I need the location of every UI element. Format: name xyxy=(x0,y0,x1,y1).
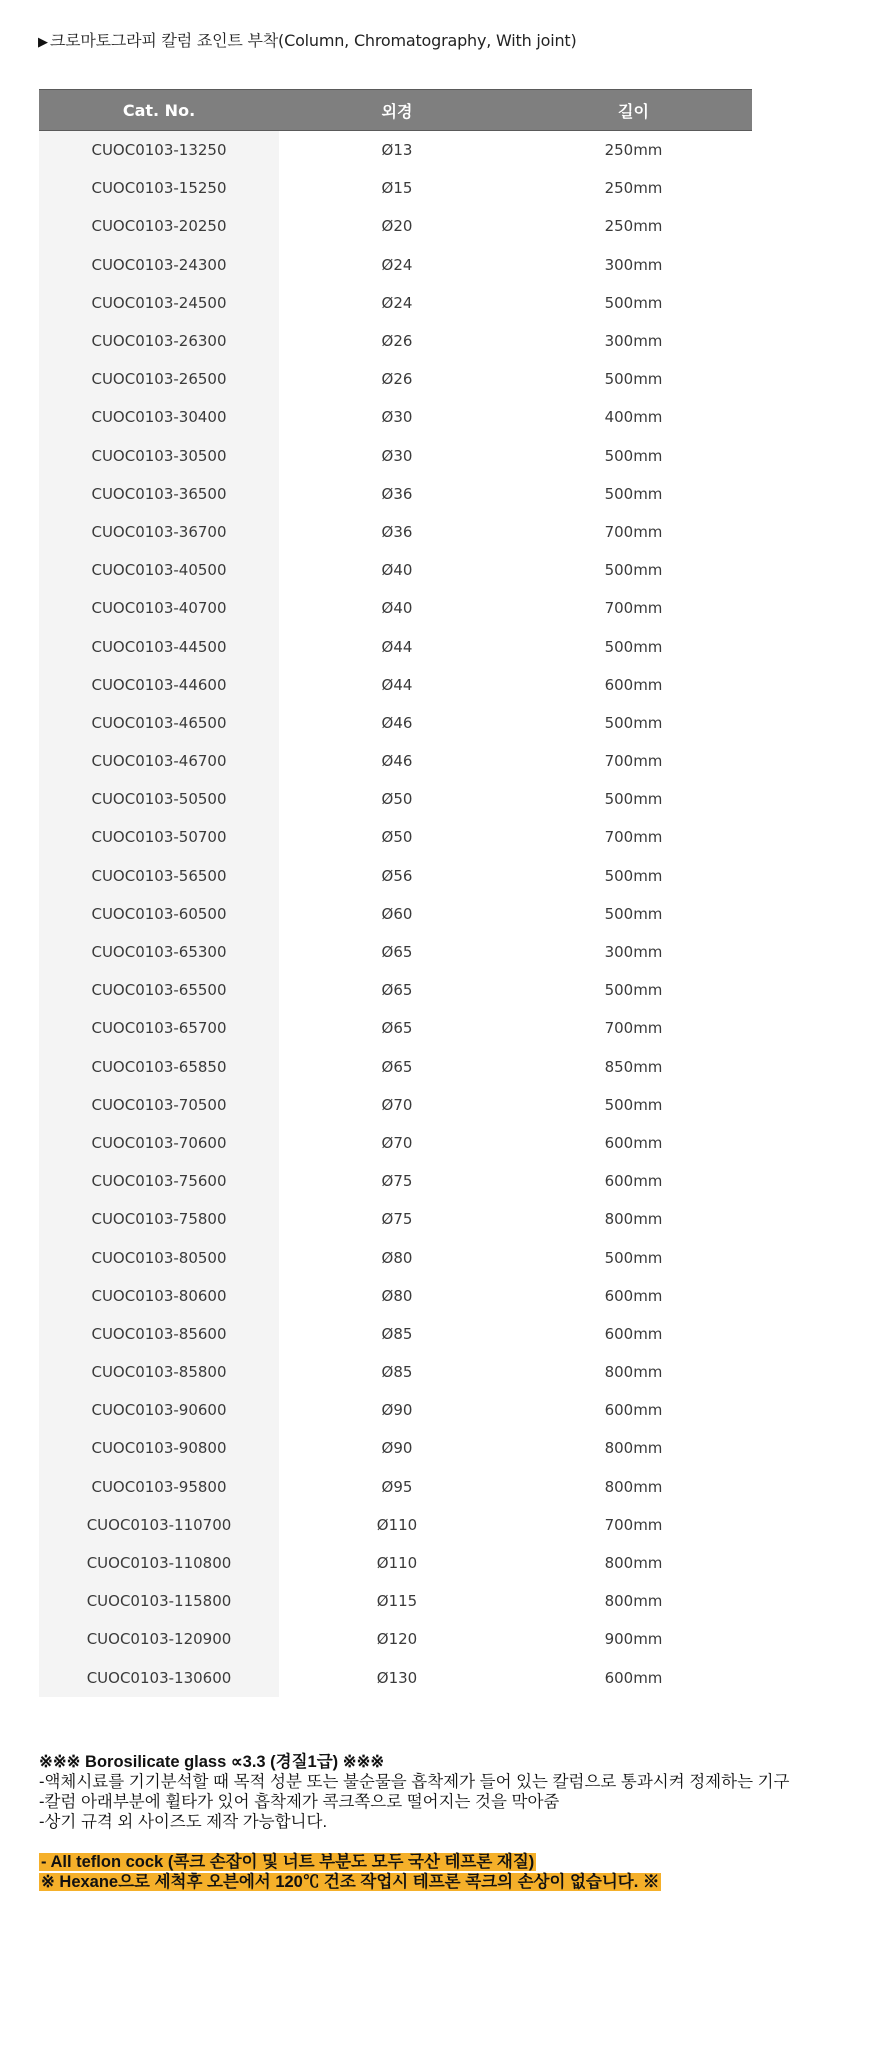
spec-table xyxy=(39,89,752,1697)
cell-length: 850mm xyxy=(604,1057,663,1076)
cell-cat-no: CUOC0103-40500 xyxy=(39,551,279,589)
cell-cat-no: CUOC0103-20250 xyxy=(39,207,279,245)
cell-length: 800mm xyxy=(604,1554,663,1573)
cell-outer-diameter: Ø40 xyxy=(381,599,413,618)
cell-cat-no: CUOC0103-65700 xyxy=(39,1009,279,1047)
cell-outer-diameter: Ø110 xyxy=(376,1515,418,1534)
cell-length: 600mm xyxy=(604,1172,663,1191)
cell-length: 600mm xyxy=(604,1324,663,1343)
cell-cat-no: CUOC0103-46700 xyxy=(39,742,279,780)
cell-cat-no: CUOC0103-30400 xyxy=(39,398,279,436)
table-row xyxy=(39,1506,752,1544)
cell-cat-no: CUOC0103-115800 xyxy=(39,1582,279,1620)
cell-length: 600mm xyxy=(604,1401,663,1420)
cell-length: 600mm xyxy=(604,1668,663,1687)
cell-outer-diameter: Ø44 xyxy=(381,675,413,694)
table-row xyxy=(39,1124,752,1162)
cell-cat-no: CUOC0103-80500 xyxy=(39,1238,279,1276)
cell-cat-no: CUOC0103-65300 xyxy=(39,933,279,971)
section-title xyxy=(38,28,577,51)
spacer xyxy=(39,1832,879,1852)
cell-outer-diameter: Ø44 xyxy=(381,637,413,656)
cell-outer-diameter: Ø65 xyxy=(381,981,413,1000)
table-row xyxy=(39,437,752,475)
cell-outer-diameter: Ø36 xyxy=(381,522,413,541)
notes-line: -칼럼 아래부분에 휠타가 있어 흡착제가 콕크쪽으로 떨어지는 것을 막아줌 xyxy=(39,1793,560,1811)
table-row xyxy=(39,169,752,207)
cell-outer-diameter: Ø50 xyxy=(381,790,413,809)
table-row xyxy=(39,1086,752,1124)
cell-outer-diameter: Ø85 xyxy=(381,1363,413,1382)
cell-length: 800mm xyxy=(604,1210,663,1229)
cell-cat-no: CUOC0103-15250 xyxy=(39,169,279,207)
table-row xyxy=(39,1162,752,1200)
notes-section xyxy=(39,1752,879,1892)
table-row xyxy=(39,551,752,589)
cell-outer-diameter: Ø115 xyxy=(376,1592,418,1611)
cell-outer-diameter: Ø24 xyxy=(381,255,413,274)
table-row xyxy=(39,742,752,780)
cell-cat-no: CUOC0103-70600 xyxy=(39,1124,279,1162)
cell-length: 400mm xyxy=(604,408,663,427)
cell-outer-diameter: Ø65 xyxy=(381,1019,413,1038)
cell-length: 800mm xyxy=(604,1477,663,1496)
table-row xyxy=(39,1620,752,1658)
triangle-bullet-icon: ▶ xyxy=(38,35,48,50)
cell-length: 800mm xyxy=(604,1592,663,1611)
cell-length: 500mm xyxy=(604,370,663,389)
cell-length: 500mm xyxy=(604,293,663,312)
cell-outer-diameter: Ø130 xyxy=(376,1668,418,1687)
table-row xyxy=(39,284,752,322)
cell-cat-no: CUOC0103-75800 xyxy=(39,1200,279,1238)
cell-outer-diameter: Ø75 xyxy=(381,1172,413,1191)
cell-length: 600mm xyxy=(604,1133,663,1152)
cell-outer-diameter: Ø36 xyxy=(381,484,413,503)
table-row xyxy=(39,666,752,704)
table-row xyxy=(39,895,752,933)
cell-outer-diameter: Ø50 xyxy=(381,828,413,847)
cell-length: 250mm xyxy=(604,141,663,160)
cell-cat-no: CUOC0103-26500 xyxy=(39,360,279,398)
cell-length: 600mm xyxy=(604,1286,663,1305)
cell-cat-no: CUOC0103-110700 xyxy=(39,1506,279,1544)
table-row xyxy=(39,513,752,551)
cell-length: 500mm xyxy=(604,446,663,465)
cell-length: 800mm xyxy=(604,1439,663,1458)
cell-outer-diameter: Ø120 xyxy=(376,1630,418,1649)
table-row xyxy=(39,1429,752,1467)
table-row xyxy=(39,971,752,1009)
cell-outer-diameter: Ø90 xyxy=(381,1401,413,1420)
cell-cat-no: CUOC0103-50500 xyxy=(39,780,279,818)
cell-length: 700mm xyxy=(604,752,663,771)
cell-outer-diameter: Ø80 xyxy=(381,1248,413,1267)
cell-outer-diameter: Ø15 xyxy=(381,179,413,198)
cell-outer-diameter: Ø30 xyxy=(381,408,413,427)
table-row xyxy=(39,627,752,665)
cell-length: 900mm xyxy=(604,1630,663,1649)
cell-cat-no: CUOC0103-80600 xyxy=(39,1277,279,1315)
highlight-teflon-cock: - All teflon cock (콕크 손잡이 및 너트 부분도 모두 국산 테프론 재질) xyxy=(41,1853,535,1871)
cell-cat-no: CUOC0103-90600 xyxy=(39,1391,279,1429)
cell-length: 800mm xyxy=(604,1363,663,1382)
cell-outer-diameter: Ø65 xyxy=(381,943,413,962)
cell-length: 300mm xyxy=(604,255,663,274)
cell-cat-no: CUOC0103-85600 xyxy=(39,1315,279,1353)
table-row xyxy=(39,1659,752,1697)
table-row xyxy=(39,246,752,284)
section-title-text: 크로마토그라피 칼럼 죠인트 부착(Column, Chromatography, With joint) xyxy=(49,31,577,50)
cell-cat-no: CUOC0103-95800 xyxy=(39,1468,279,1506)
cell-outer-diameter: Ø24 xyxy=(381,293,413,312)
cell-length: 500mm xyxy=(604,484,663,503)
cell-cat-no: CUOC0103-30500 xyxy=(39,437,279,475)
cell-cat-no: CUOC0103-24500 xyxy=(39,284,279,322)
cell-length: 300mm xyxy=(604,943,663,962)
notes-line: -액체시료를 기기분석할 때 목적 성분 또는 불순물을 흡착제가 들어 있는 칼럼으로 통과시켜 정제하는 기구 xyxy=(39,1773,790,1791)
table-row xyxy=(39,1353,752,1391)
notes-heading: ※※※ Borosilicate glass ∝3.3 (경질1급) ※※※ xyxy=(39,1753,385,1771)
table-row xyxy=(39,1277,752,1315)
cell-outer-diameter: Ø40 xyxy=(381,561,413,580)
cell-cat-no: CUOC0103-90800 xyxy=(39,1429,279,1467)
table-row xyxy=(39,1391,752,1429)
cell-length: 500mm xyxy=(604,1248,663,1267)
cell-cat-no: CUOC0103-46500 xyxy=(39,704,279,742)
cell-length: 700mm xyxy=(604,599,663,618)
table-row xyxy=(39,322,752,360)
cell-length: 500mm xyxy=(604,1095,663,1114)
header-cat-no: Cat. No. xyxy=(39,90,279,131)
cell-outer-diameter: Ø26 xyxy=(381,332,413,351)
cell-length: 500mm xyxy=(604,713,663,732)
table-row xyxy=(39,857,752,895)
cell-length: 250mm xyxy=(604,217,663,236)
cell-cat-no: CUOC0103-44500 xyxy=(39,627,279,665)
table-row xyxy=(39,1048,752,1086)
cell-outer-diameter: Ø26 xyxy=(381,370,413,389)
cell-outer-diameter: Ø13 xyxy=(381,141,413,160)
cell-outer-diameter: Ø60 xyxy=(381,904,413,923)
cell-length: 500mm xyxy=(604,904,663,923)
cell-cat-no: CUOC0103-44600 xyxy=(39,666,279,704)
cell-outer-diameter: Ø70 xyxy=(381,1133,413,1152)
cell-outer-diameter: Ø65 xyxy=(381,1057,413,1076)
table-row xyxy=(39,1238,752,1276)
table-row xyxy=(39,475,752,513)
table-row xyxy=(39,704,752,742)
cell-length: 250mm xyxy=(604,179,663,198)
table-row xyxy=(39,1544,752,1582)
cell-length: 500mm xyxy=(604,637,663,656)
cell-length: 500mm xyxy=(604,790,663,809)
cell-length: 500mm xyxy=(604,981,663,1000)
table-row xyxy=(39,131,752,170)
cell-cat-no: CUOC0103-40700 xyxy=(39,589,279,627)
cell-outer-diameter: Ø85 xyxy=(381,1324,413,1343)
cell-outer-diameter: Ø46 xyxy=(381,713,413,732)
cell-cat-no: CUOC0103-65500 xyxy=(39,971,279,1009)
notes-line: -상기 규격 외 사이즈도 제작 가능합니다. xyxy=(39,1813,328,1831)
table-row xyxy=(39,1315,752,1353)
table-row xyxy=(39,933,752,971)
cell-length: 300mm xyxy=(604,332,663,351)
cell-cat-no: CUOC0103-56500 xyxy=(39,857,279,895)
cell-cat-no: CUOC0103-36700 xyxy=(39,513,279,551)
cell-cat-no: CUOC0103-36500 xyxy=(39,475,279,513)
cell-outer-diameter: Ø56 xyxy=(381,866,413,885)
cell-outer-diameter: Ø30 xyxy=(381,446,413,465)
cell-outer-diameter: Ø80 xyxy=(381,1286,413,1305)
highlight-hexane-notice: ※ Hexane으로 세척후 오븐에서 120℃ 건조 작업시 테프론 콕크의 손상이 없습니다. ※ xyxy=(41,1873,660,1891)
table-row xyxy=(39,1468,752,1506)
cell-length: 600mm xyxy=(604,675,663,694)
header-outer-diameter: 외경 xyxy=(279,90,515,131)
cell-cat-no: CUOC0103-75600 xyxy=(39,1162,279,1200)
cell-length: 500mm xyxy=(604,866,663,885)
cell-outer-diameter: Ø110 xyxy=(376,1554,418,1573)
cell-cat-no: CUOC0103-110800 xyxy=(39,1544,279,1582)
cell-cat-no: CUOC0103-120900 xyxy=(39,1620,279,1658)
cell-cat-no: CUOC0103-65850 xyxy=(39,1048,279,1086)
cell-cat-no: CUOC0103-130600 xyxy=(39,1659,279,1697)
cell-cat-no: CUOC0103-13250 xyxy=(39,131,279,170)
table-row xyxy=(39,780,752,818)
cell-cat-no: CUOC0103-60500 xyxy=(39,895,279,933)
table-row xyxy=(39,1200,752,1238)
table-row xyxy=(39,589,752,627)
table-row xyxy=(39,1009,752,1047)
cell-outer-diameter: Ø90 xyxy=(381,1439,413,1458)
table-header-row xyxy=(39,90,752,131)
cell-cat-no: CUOC0103-50700 xyxy=(39,818,279,856)
table-row xyxy=(39,818,752,856)
table-row xyxy=(39,207,752,245)
cell-length: 700mm xyxy=(604,1019,663,1038)
cell-outer-diameter: Ø46 xyxy=(381,752,413,771)
cell-outer-diameter: Ø70 xyxy=(381,1095,413,1114)
cell-outer-diameter: Ø20 xyxy=(381,217,413,236)
header-length: 길이 xyxy=(515,90,752,131)
cell-outer-diameter: Ø95 xyxy=(381,1477,413,1496)
table-row xyxy=(39,360,752,398)
cell-cat-no: CUOC0103-70500 xyxy=(39,1086,279,1124)
table-row xyxy=(39,1582,752,1620)
cell-cat-no: CUOC0103-24300 xyxy=(39,246,279,284)
table-row xyxy=(39,398,752,436)
cell-cat-no: CUOC0103-85800 xyxy=(39,1353,279,1391)
cell-length: 700mm xyxy=(604,1515,663,1534)
cell-length: 700mm xyxy=(604,522,663,541)
cell-length: 700mm xyxy=(604,828,663,847)
cell-outer-diameter: Ø75 xyxy=(381,1210,413,1229)
cell-length: 500mm xyxy=(604,561,663,580)
cell-cat-no: CUOC0103-26300 xyxy=(39,322,279,360)
table-body xyxy=(39,131,752,1697)
